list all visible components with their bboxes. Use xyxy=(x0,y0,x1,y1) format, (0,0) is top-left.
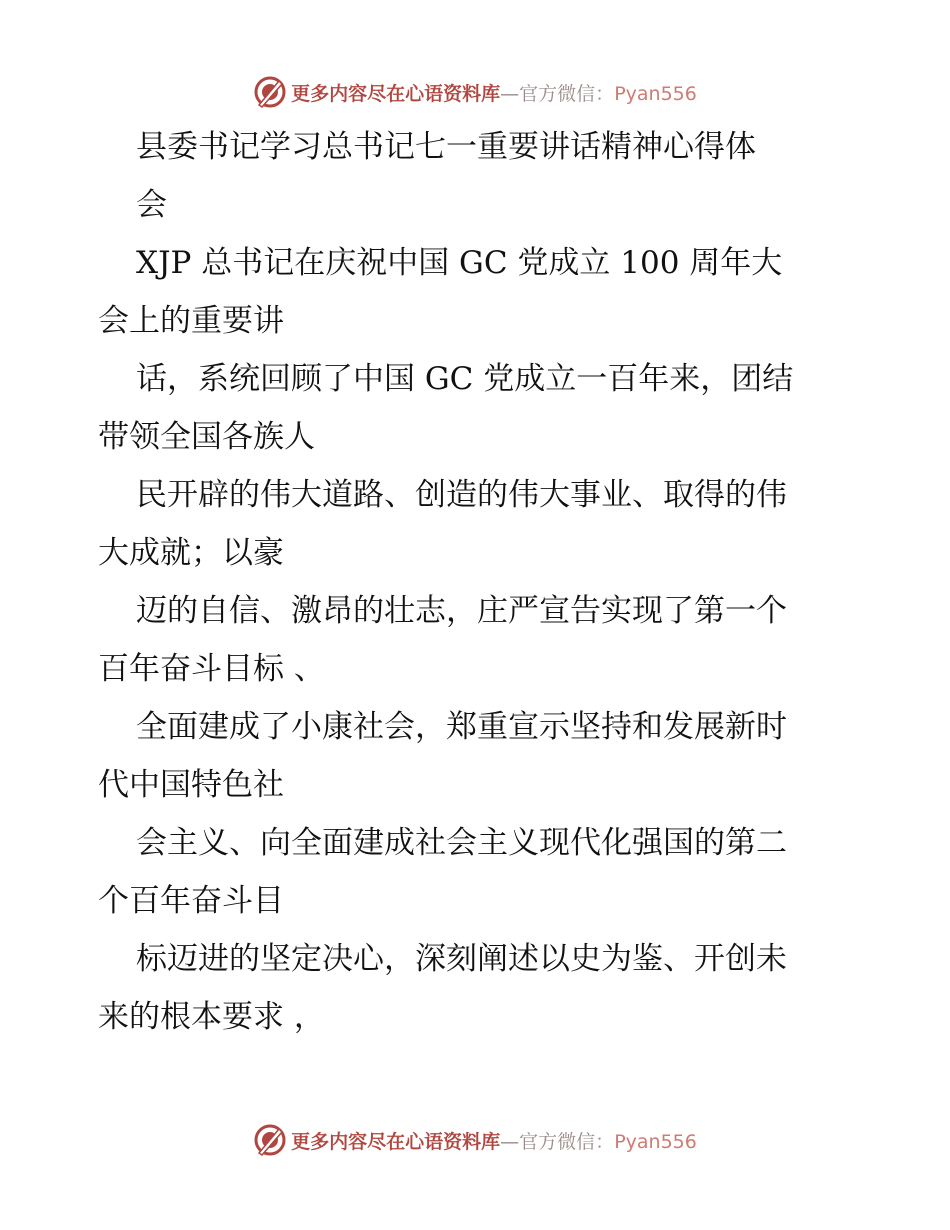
watermark-wechat-id: Pyan556 xyxy=(614,1130,697,1153)
quill-logo-icon xyxy=(253,75,287,109)
title-line-1: 县委书记学习总书记七一重要讲话精神心得体 xyxy=(136,129,756,165)
watermark-wechat-label: —官方微信： xyxy=(500,82,615,105)
paragraph-line: 会主义、向全面建成社会主义现代化强国的第二 xyxy=(136,825,787,861)
paragraph-line: 代中国特色社 xyxy=(98,767,284,803)
watermark-text xyxy=(291,1127,697,1154)
footer-watermark xyxy=(0,1120,950,1160)
paragraph-line: 民开辟的伟大道路、创造的伟大事业、取得的伟 xyxy=(136,477,787,513)
watermark-brand: 更多内容尽在心语资料库 xyxy=(291,82,501,105)
watermark-wechat-label: —官方微信： xyxy=(500,1130,615,1153)
title-line-2: 会 xyxy=(136,187,167,223)
watermark-brand: 更多内容尽在心语资料库 xyxy=(291,1130,501,1153)
paragraph-line: 个百年奋斗目 xyxy=(98,883,284,919)
paragraph-line: 标迈进的坚定决心，深刻阐述以史为鉴、开创未 xyxy=(136,941,787,977)
document-body xyxy=(98,118,858,1046)
paragraph-line: 迈的自信、激昂的壮志，庄严宣告实现了第一个 xyxy=(136,593,787,629)
paragraph-line: 全面建成了小康社会，郑重宣示坚持和发展新时 xyxy=(136,709,787,745)
paragraph-line: 带领全国各族人 xyxy=(98,419,315,455)
paragraph-line: 大成就；以豪 xyxy=(98,535,284,571)
paragraph-line: 百年奋斗目标 、 xyxy=(98,651,325,687)
watermark-text xyxy=(291,79,697,106)
header-watermark xyxy=(0,72,950,112)
watermark-wechat-id: Pyan556 xyxy=(614,82,697,105)
quill-logo-icon xyxy=(253,1123,287,1157)
paragraph-line: 来的根本要求 ， xyxy=(98,999,325,1035)
paragraph-line: 会上的重要讲 xyxy=(98,303,284,339)
paragraph-line: XJP 总书记在庆祝中国 GC 党成立 100 周年大 xyxy=(136,245,783,281)
paragraph-line: 话，系统回顾了中国 GC 党成立一百年来，团结 xyxy=(136,361,794,397)
